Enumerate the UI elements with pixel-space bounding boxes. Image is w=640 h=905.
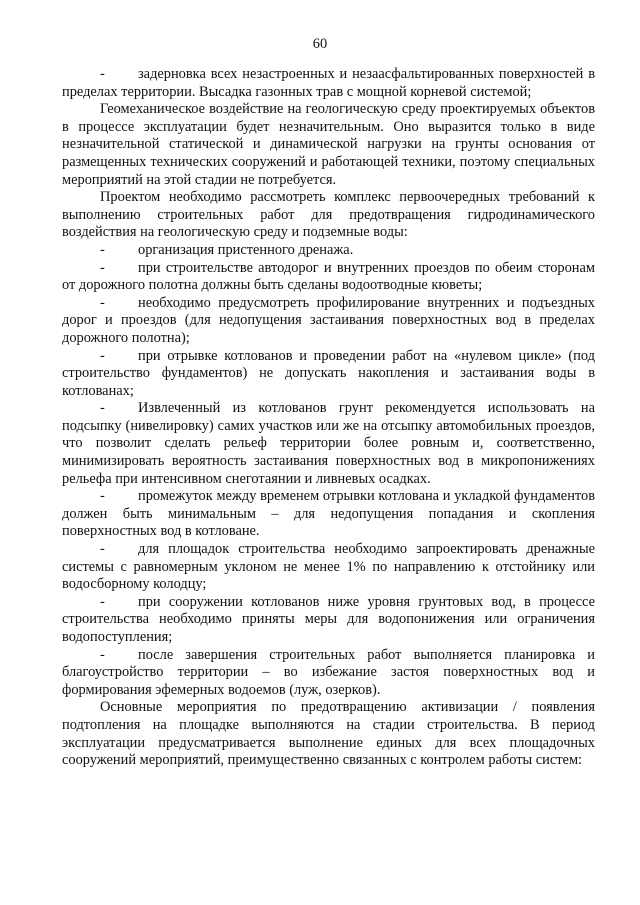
- bullet-marker: -: [100, 646, 105, 663]
- bullet-marker: -: [100, 241, 105, 258]
- paragraph-text: задерновка всех незастроенных и незаасфальтированных поверхностей в пределах территории. Высадка газонных трав с мощной корневой системой;: [62, 66, 595, 100]
- bullet-marker: -: [100, 593, 105, 610]
- paragraph-text: Извлеченный из котлованов грунт рекомендуется использовать на подсыпку (нивелировку) самих участков или же на отсыпку автомобильных проездов, что позволит сделать рельеф территории более ровным и, соответственно, минимизировать вероятность застаивания поверхностных вод в микропонижениях рельефа при интенсивном снеготаянии и ливневых осадках.: [62, 400, 595, 487]
- paragraph-text: промежуток между временем отрывки котлована и укладкой фундаментов должен быть минимальным – для недопущения попадания и скопления поверхностных вод в котловане.: [62, 488, 595, 540]
- bullet-marker: -: [100, 347, 105, 364]
- bullet-paragraph: [62, 594, 595, 647]
- document-body: [62, 66, 595, 770]
- bullet-paragraph: [62, 647, 595, 700]
- paragraph: Геомеханическое воздействие на геологическую среду проектируемых объектов в процессе эксплуатации будет незначительным. Оно выразится только в виде незначительной статической и динамической нагрузки на грунты основания от размещенных технических сооружений и работающей техники, поэтому специальных мероприятий на этой стадии не потребуется.: [62, 101, 595, 188]
- paragraph-text: необходимо предусмотреть профилирование внутренних и подъездных дорог и проездов (для недопущения застаивания поверхностных вод в пределах дорожного полотна);: [62, 294, 595, 346]
- bullet-marker: -: [100, 259, 105, 276]
- paragraph-text: при сооружении котлованов ниже уровня грунтовых вод, в процессе строительства необходимо приняты меры для водопонижения или ограничения водопоступления;: [62, 593, 595, 645]
- bullet-marker: -: [100, 294, 105, 311]
- bullet-paragraph: [62, 488, 595, 541]
- bullet-marker: -: [100, 400, 105, 417]
- paragraph-text: при отрывке котлованов и проведении работ на «нулевом цикле» (под строительство фундаментов) не допускать накопления и застаивания воды в котлованах;: [62, 347, 595, 399]
- paragraph-text: организация пристенного дренажа.: [138, 241, 354, 258]
- bullet-paragraph: [62, 400, 595, 488]
- bullet-paragraph: [62, 242, 595, 260]
- bullet-marker: -: [100, 541, 105, 558]
- paragraph: Основные мероприятия по предотвращению активизации / появления подтопления на площадке выполняются на стадии строительства. В период эксплуатации предусматривается выполнение единых для всех площадочных сооружений мероприятий, преимущественно связанных с контролем работы систем:: [62, 699, 595, 769]
- bullet-paragraph: [62, 541, 595, 594]
- bullet-paragraph: [62, 295, 595, 348]
- bullet-paragraph: [62, 348, 595, 401]
- bullet-marker: -: [100, 66, 105, 82]
- paragraph: Проектом необходимо рассмотреть комплекс первоочередных требований к выполнению строительных работ для предотвращения гидродинамического воздействия на геологическую среду и подземные воды:: [62, 189, 595, 241]
- page-number: 60: [312, 36, 328, 52]
- paragraph-text: при строительстве автодорог и внутренних проездов по обеим сторонам от дорожного полотна должны быть сделаны водоотводные кюветы;: [62, 259, 595, 294]
- bullet-paragraph: [62, 66, 595, 101]
- bullet-marker: -: [100, 488, 105, 505]
- paragraph-text: после завершения строительных работ выполняется планировка и благоустройство территории – во избежание застоя поверхностных вод и формирования эфемерных водоемов (луж, озерков).: [62, 646, 595, 698]
- paragraph-text: для площадок строительства необходимо запроектировать дренажные системы с равномерным уклоном не менее 1% по направлению к отстойнику или водосборному колодцу;: [62, 541, 595, 593]
- bullet-paragraph: [62, 260, 595, 295]
